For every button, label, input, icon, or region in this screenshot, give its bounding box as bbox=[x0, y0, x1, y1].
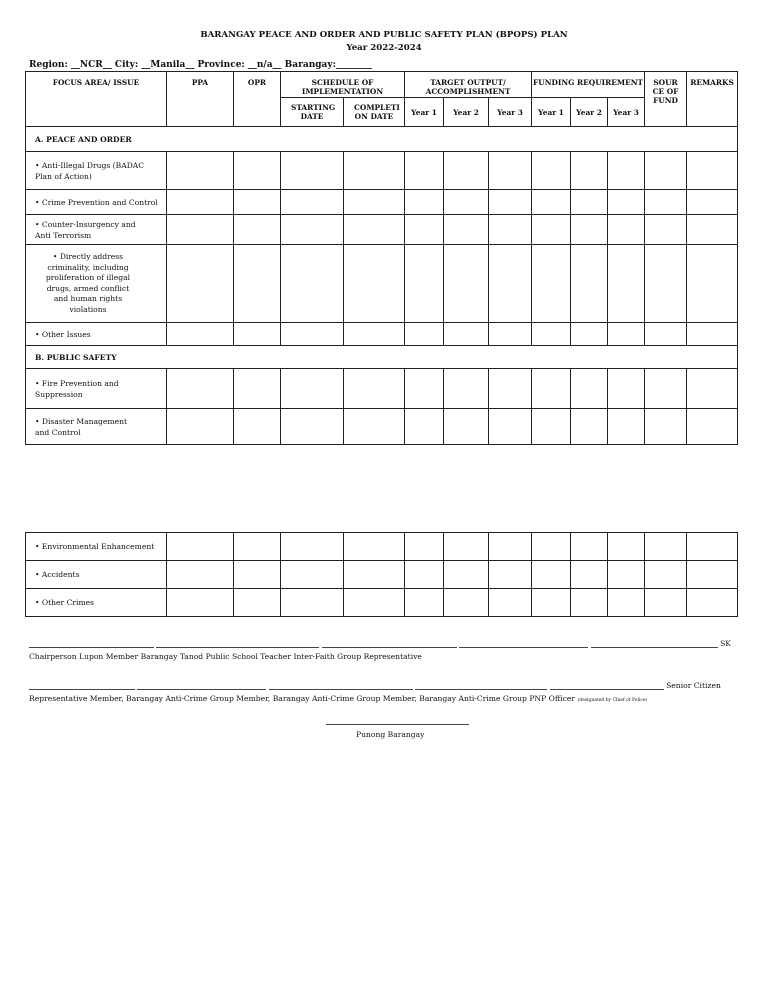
table-row bbox=[26, 589, 738, 617]
signature-line bbox=[322, 639, 457, 648]
col-funding: FUNDING REQUIREMENT bbox=[532, 72, 645, 98]
signature-line bbox=[269, 681, 413, 690]
signature-line bbox=[591, 639, 718, 648]
col-schedule: SCHEDULE OF IMPLEMENTATION bbox=[281, 72, 405, 98]
issue-anti-illegal-drugs: • Anti-Illegal Drugs (BADAC Plan of Action) bbox=[26, 152, 167, 190]
pnp-officer-note: (designated by Chief of Police) bbox=[577, 698, 648, 703]
signature-line bbox=[415, 681, 547, 690]
issue-other-issues: • Other Issues bbox=[26, 323, 167, 346]
table-row bbox=[26, 152, 738, 190]
issue-directly-address: • Directly address criminality, including proliferation of illegal drugs, armed conflict and human rights violations bbox=[26, 245, 167, 323]
issue-disaster-management: • Disaster Management and Control bbox=[26, 409, 167, 445]
col-target-year3: Year 3 bbox=[489, 98, 532, 127]
city-value: __Manila__ bbox=[141, 60, 195, 70]
plan-title: BARANGAY PEACE AND ORDER AND PUBLIC SAFETY PLAN (BPOPS) PLAN bbox=[200, 30, 568, 40]
issue-environmental: • Environmental Enhancement bbox=[26, 533, 167, 561]
signature-line bbox=[137, 681, 266, 690]
signatory-names-row2 bbox=[29, 694, 647, 703]
issue-crime-prevention: • Crime Prevention and Control bbox=[26, 190, 167, 215]
signature-lines-row1 bbox=[29, 639, 731, 648]
table-row bbox=[26, 561, 738, 589]
barangay-label: Barangay: bbox=[281, 60, 336, 70]
province-label: Province: bbox=[194, 60, 248, 70]
signature-line bbox=[29, 681, 135, 690]
col-source-of-fund: SOUR CE OF FUND bbox=[645, 72, 687, 127]
region-value: __NCR__ bbox=[70, 60, 112, 70]
col-focus-area: FOCUS AREA/ ISSUE bbox=[26, 72, 167, 127]
signature-line bbox=[29, 639, 154, 648]
col-opr: OPR bbox=[234, 72, 281, 127]
signature-line bbox=[550, 681, 664, 690]
col-target-year2: Year 2 bbox=[444, 98, 489, 127]
signature-line bbox=[156, 639, 319, 648]
document-title bbox=[0, 29, 768, 55]
col-completion-date: COMPLETI ON DATE bbox=[344, 98, 405, 127]
table-row bbox=[26, 323, 738, 346]
col-target-output: TARGET OUTPUT/ ACCOMPLISHMENT bbox=[405, 72, 532, 98]
signatory-names-row2-text: Representative Member, Barangay Anti-Crime Group Member, Barangay Anti-Crime Group Member, Barangay Anti-Crime Group PNP Officer bbox=[29, 694, 576, 703]
col-target-year1: Year 1 bbox=[405, 98, 444, 127]
signature-lines-row2 bbox=[29, 681, 721, 690]
section-peace-order: A. PEACE AND ORDER bbox=[26, 127, 738, 152]
punong-barangay-label: Punong Barangay bbox=[356, 730, 425, 739]
col-funding-year2: Year 2 bbox=[571, 98, 608, 127]
table-row bbox=[26, 245, 738, 323]
region-label: Region: bbox=[29, 60, 71, 70]
plan-year: Year 2022-2024 bbox=[346, 43, 422, 53]
province-value: __n/a__ bbox=[247, 60, 282, 70]
signature-line bbox=[459, 639, 588, 648]
senior-citizen-label: Senior Citizen bbox=[666, 681, 721, 690]
signature-line bbox=[326, 716, 469, 725]
city-label: City: bbox=[111, 60, 142, 70]
table-row bbox=[26, 369, 738, 409]
col-starting-date: STARTING DATE bbox=[281, 98, 344, 127]
barangay-value: ________ bbox=[335, 60, 372, 70]
issue-counter-insurgency: • Counter-Insurgency and Anti Terrorism bbox=[26, 215, 167, 245]
issue-accidents: • Accidents bbox=[26, 561, 167, 589]
plan-table-main bbox=[25, 71, 738, 445]
table-row bbox=[26, 409, 738, 445]
punong-signature-line-wrap bbox=[326, 716, 469, 725]
region-line bbox=[29, 60, 372, 70]
sk-label: SK bbox=[720, 639, 731, 648]
col-remarks: REMARKS bbox=[687, 72, 738, 127]
section-public-safety: B. PUBLIC SAFETY bbox=[26, 346, 738, 369]
col-funding-year1: Year 1 bbox=[532, 98, 571, 127]
issue-fire-prevention: • Fire Prevention and Suppression bbox=[26, 369, 167, 409]
table-row bbox=[26, 190, 738, 215]
plan-table-continued bbox=[25, 532, 738, 617]
issue-other-crimes: • Other Crimes bbox=[26, 589, 167, 617]
col-ppa: PPA bbox=[167, 72, 234, 127]
signatory-names-row1: Chairperson Lupon Member Barangay Tanod Public School Teacher Inter-Faith Group Representative bbox=[29, 652, 422, 661]
table-row bbox=[26, 215, 738, 245]
table-row bbox=[26, 533, 738, 561]
col-funding-year3: Year 3 bbox=[608, 98, 645, 127]
